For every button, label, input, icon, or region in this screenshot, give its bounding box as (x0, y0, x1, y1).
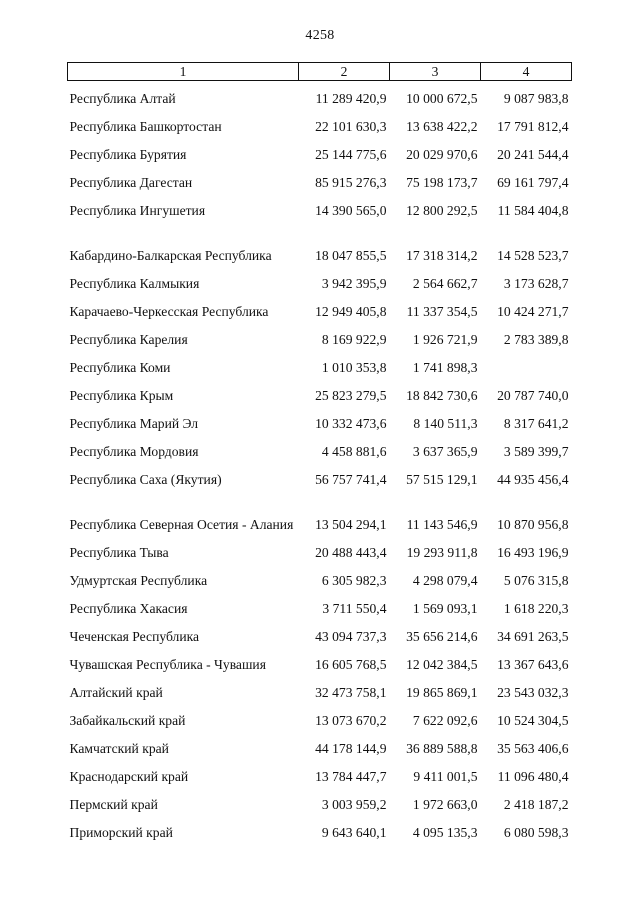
value-col-4-cell: 6 080 598,3 (503, 825, 569, 840)
value-col-4-cell: 5 076 315,8 (503, 573, 569, 588)
table-row (68, 645, 572, 673)
table-row (68, 376, 572, 404)
region-name-cell: Республика Бурятия (69, 147, 187, 162)
value-col-3-cell: 11 143 546,9 (406, 517, 478, 532)
value-col-3-cell: 75 198 173,7 (406, 175, 478, 190)
value-col-4-cell (481, 348, 572, 376)
region-name-cell: Чувашская Республика - Чувашия (69, 657, 266, 672)
value-col-2-cell: 25 823 279,5 (315, 388, 387, 403)
value-col-4-cell: 20 787 740,0 (497, 388, 569, 403)
table-row (68, 107, 572, 135)
table-row (68, 320, 572, 348)
value-col-4-cell: 9 087 983,8 (503, 91, 569, 106)
table-header (68, 63, 572, 81)
table-row (68, 292, 572, 320)
value-col-3-cell: 18 842 730,6 (406, 388, 478, 403)
value-col-2-cell: 25 144 775,6 (315, 147, 387, 162)
table-row (68, 348, 572, 376)
region-name-cell: Республика Саха (Якутия) (69, 472, 222, 487)
table-row (68, 135, 572, 163)
value-col-4-cell: 14 528 523,7 (497, 248, 569, 263)
table-row (68, 460, 572, 488)
table-row (68, 191, 572, 219)
value-col-3-cell: 4 095 135,3 (412, 825, 478, 840)
value-col-2-cell: 44 178 144,9 (315, 741, 387, 756)
table-row (68, 432, 572, 460)
table-row (68, 617, 572, 645)
value-col-3-cell: 19 865 869,1 (406, 685, 478, 700)
region-name-cell: Республика Карелия (69, 332, 188, 347)
page-number: 4258 (305, 28, 335, 43)
value-col-3-cell: 12 042 384,5 (406, 657, 478, 672)
table-row (68, 533, 572, 561)
region-name-cell: Республика Хакасия (69, 601, 188, 616)
value-col-4-cell: 17 791 812,4 (497, 119, 569, 134)
value-col-3-cell: 1 972 663,0 (412, 797, 478, 812)
value-col-3-cell: 17 318 314,2 (406, 248, 478, 263)
value-col-4-cell: 8 317 641,2 (503, 416, 569, 431)
value-col-4-cell: 3 173 628,7 (503, 276, 569, 291)
value-col-3-cell: 13 638 422,2 (406, 119, 478, 134)
region-name-cell: Карачаево-Черкесская Республика (69, 304, 269, 319)
value-col-3-cell: 20 029 970,6 (406, 147, 478, 162)
region-name-cell: Камчатский край (69, 741, 169, 756)
region-name-cell: Республика Крым (69, 388, 174, 403)
value-col-4-cell: 10 870 956,8 (497, 517, 569, 532)
value-col-2-cell: 13 784 447,7 (315, 769, 387, 784)
region-name-cell: Республика Марий Эл (69, 416, 199, 431)
region-name-cell: Республика Мордовия (69, 444, 199, 459)
value-col-4-cell: 11 584 404,8 (497, 203, 569, 218)
value-col-4-cell: 13 367 643,6 (497, 657, 569, 672)
value-col-3-cell: 36 889 588,8 (406, 741, 478, 756)
table-row (68, 729, 572, 757)
table-row (68, 404, 572, 432)
region-name-cell: Республика Северная Осетия - Алания (69, 517, 294, 532)
value-col-4-cell: 16 493 196,9 (497, 545, 569, 560)
value-col-2-cell: 14 390 565,0 (315, 203, 387, 218)
value-col-4-cell: 69 161 797,4 (497, 175, 569, 190)
table-row (68, 264, 572, 292)
value-col-3-cell: 19 293 911,8 (406, 545, 478, 560)
header-row (68, 63, 572, 81)
value-col-2-cell: 85 915 276,3 (315, 175, 387, 190)
region-name-cell: Чеченская Республика (69, 629, 200, 644)
value-col-2-cell: 20 488 443,4 (315, 545, 387, 560)
value-col-4-cell: 11 096 480,4 (497, 769, 569, 784)
table-row (68, 81, 572, 108)
value-col-2-cell: 18 047 855,5 (315, 248, 387, 263)
table-row (68, 589, 572, 617)
value-col-3-cell: 12 800 292,5 (406, 203, 478, 218)
value-col-4-cell: 35 563 406,6 (497, 741, 569, 756)
region-name-cell: Республика Калмыкия (69, 276, 200, 291)
value-col-2-cell: 8 169 922,9 (321, 332, 387, 347)
region-name-cell: Кабардино-Балкарская Республика (69, 248, 272, 263)
table-body (68, 81, 572, 842)
header-col-1: 1 (68, 63, 299, 81)
value-col-3-cell: 57 515 129,1 (406, 472, 478, 487)
table-row (68, 701, 572, 729)
region-name-cell: Республика Коми (69, 360, 171, 375)
value-col-2-cell: 16 605 768,5 (315, 657, 387, 672)
value-col-2-cell: 3 003 959,2 (321, 797, 387, 812)
region-name-cell: Республика Алтай (69, 91, 176, 106)
value-col-2-cell: 4 458 881,6 (321, 444, 387, 459)
value-col-2-cell: 1 010 353,8 (321, 360, 387, 375)
value-col-3-cell: 1 741 898,3 (412, 360, 478, 375)
region-name-cell: Республика Башкортостан (69, 119, 222, 134)
header-col-4: 4 (481, 63, 572, 81)
value-col-3-cell: 9 411 001,5 (413, 769, 478, 784)
value-col-2-cell: 12 949 405,8 (315, 304, 387, 319)
value-col-4-cell: 2 783 389,8 (503, 332, 569, 347)
value-col-2-cell: 11 289 420,9 (315, 91, 387, 106)
value-col-3-cell: 1 569 093,1 (412, 601, 478, 616)
region-name-cell: Республика Тыва (69, 545, 169, 560)
table-row (68, 757, 572, 785)
value-col-2-cell: 6 305 982,3 (321, 573, 387, 588)
region-name-cell: Приморский край (69, 825, 173, 840)
value-col-3-cell: 8 140 511,3 (413, 416, 478, 431)
value-col-3-cell: 7 622 092,6 (412, 713, 478, 728)
header-col-2: 2 (299, 63, 390, 81)
table-row (68, 561, 572, 589)
value-col-3-cell: 35 656 214,6 (406, 629, 478, 644)
value-col-4-cell: 20 241 544,4 (497, 147, 569, 162)
value-col-3-cell: 3 637 365,9 (412, 444, 478, 459)
value-col-2-cell: 3 711 550,4 (322, 601, 387, 616)
value-col-2-cell: 13 504 294,1 (315, 517, 387, 532)
region-name-cell: Удмуртская Республика (69, 573, 208, 588)
region-name-cell: Республика Ингушетия (69, 203, 206, 218)
value-col-2-cell: 13 073 670,2 (315, 713, 387, 728)
region-name-cell: Забайкальский край (69, 713, 186, 728)
value-col-3-cell: 4 298 079,4 (412, 573, 478, 588)
value-col-2-cell: 32 473 758,1 (315, 685, 387, 700)
value-col-4-cell: 2 418 187,2 (503, 797, 569, 812)
value-col-2-cell: 56 757 741,4 (315, 472, 387, 487)
value-col-2-cell: 43 094 737,3 (315, 629, 387, 644)
value-col-4-cell: 3 589 399,7 (503, 444, 569, 459)
value-col-4-cell: 10 524 304,5 (497, 713, 569, 728)
value-col-4-cell: 44 935 456,4 (497, 472, 569, 487)
value-col-4-cell: 10 424 271,7 (497, 304, 569, 319)
value-col-4-cell: 1 618 220,3 (503, 601, 569, 616)
value-col-2-cell: 3 942 395,9 (321, 276, 387, 291)
budget-table (67, 62, 572, 841)
table-row (68, 673, 572, 701)
value-col-2-cell: 10 332 473,6 (315, 416, 387, 431)
region-name-cell: Республика Дагестан (69, 175, 193, 190)
value-col-3-cell: 2 564 662,7 (412, 276, 478, 291)
table-row (68, 163, 572, 191)
table-row (68, 813, 572, 841)
value-col-2-cell: 22 101 630,3 (315, 119, 387, 134)
region-name-cell: Пермский край (69, 797, 158, 812)
value-col-3-cell: 10 000 672,5 (406, 91, 478, 106)
table-row (68, 785, 572, 813)
value-col-2-cell: 9 643 640,1 (321, 825, 387, 840)
value-col-3-cell: 1 926 721,9 (412, 332, 478, 347)
value-col-4-cell: 34 691 263,5 (497, 629, 569, 644)
table-row (68, 219, 572, 264)
region-name-cell: Алтайский край (69, 685, 163, 700)
table-row (68, 488, 572, 533)
header-col-3: 3 (390, 63, 481, 81)
region-name-cell: Краснодарский край (69, 769, 189, 784)
value-col-3-cell: 11 337 354,5 (406, 304, 478, 319)
value-col-4-cell: 23 543 032,3 (497, 685, 569, 700)
